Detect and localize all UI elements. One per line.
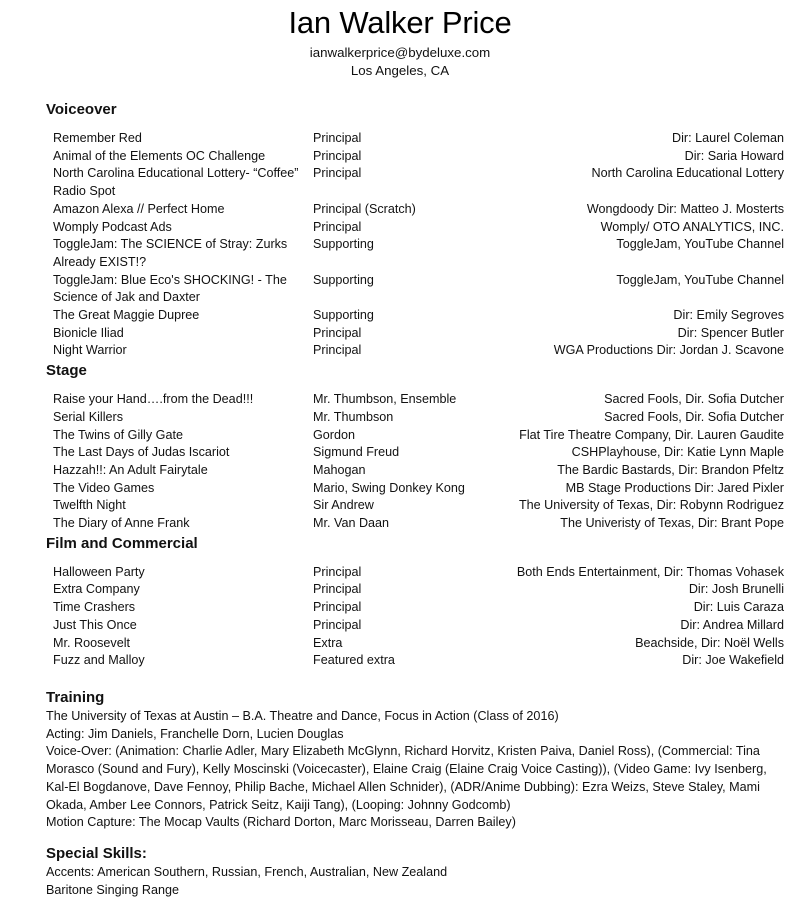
credit-role: Principal bbox=[313, 219, 362, 234]
credit-title: Hazzah!!: An Adult Fairytale bbox=[53, 462, 208, 477]
credit-row bbox=[53, 652, 784, 670]
credit-role: Principal bbox=[313, 343, 362, 358]
credit-role: Sigmund Freud bbox=[313, 445, 400, 460]
credits-stage bbox=[0, 391, 784, 533]
section-title-skills: Special Skills: bbox=[46, 844, 147, 862]
credit-title: Fuzz and Malloy bbox=[53, 653, 145, 668]
credit-title: Extra Company bbox=[53, 582, 140, 597]
credit-row bbox=[53, 272, 784, 307]
training-line: Voice-Over: (Animation: Charlie Adler, Mary Elizabeth McGlynn, Richard Horvitz, Kristen Paiva, Daniel Ross), (Commercial: Tina Morasco (Sound and Fury), Kelly Moscinski (Voicecaster), Elaine Craig (Elaine Craig Voice Casting)), (Video Game: Ivy Isenberg, Kal-El Bogdanove, Dave Fennoy, Philip Bache, Michael Allen Schnider), (ADR/Anime Dubbing): Ezra Weizs, Steve Staley, Mami Okada, Amber Lee Connors, Patrick Seitz, Kaiji Tang), (Looping: Johnny Godcomb) bbox=[46, 744, 767, 812]
section-title-voiceover: Voiceover bbox=[46, 101, 117, 118]
skill-line: Baritone Singing Range bbox=[46, 882, 180, 897]
credit-title: The Last Days of Judas Iscariot bbox=[53, 445, 230, 460]
credit-role: Mr. Van Daan bbox=[313, 516, 390, 531]
credit-role: Featured extra bbox=[313, 653, 395, 668]
credit-role: Principal bbox=[313, 325, 362, 340]
training-line: Acting: Jim Daniels, Franchelle Dorn, Lucien Douglas bbox=[46, 726, 344, 741]
credit-company: ToggleJam, YouTube Channel bbox=[616, 237, 784, 252]
credit-title: Womply Podcast Ads bbox=[53, 219, 172, 234]
credit-role: Principal bbox=[313, 166, 362, 181]
actor-name: Ian Walker Price bbox=[288, 5, 512, 40]
email-address: ianwalkerprice@bydeluxe.com bbox=[309, 45, 491, 60]
section-film bbox=[0, 534, 800, 670]
credit-company: ToggleJam, YouTube Channel bbox=[616, 272, 784, 287]
credit-row bbox=[53, 409, 784, 427]
credit-role: Mario, Swing Donkey Kong bbox=[313, 480, 465, 495]
credit-title: Bionicle Iliad bbox=[53, 325, 124, 340]
credit-title: The Twins of Gilly Gate bbox=[53, 427, 183, 442]
credit-role: Principal bbox=[313, 564, 362, 579]
credit-row bbox=[53, 497, 784, 515]
credit-role: Supporting bbox=[313, 237, 374, 252]
credit-row bbox=[53, 564, 784, 582]
section-skills bbox=[0, 844, 800, 899]
section-title-training: Training bbox=[46, 688, 105, 706]
credit-company: Womply/ OTO ANALYTICS, INC. bbox=[600, 219, 784, 234]
credit-company: The University of Texas, Dir: Robynn Rodriguez bbox=[518, 498, 784, 513]
credit-company: Dir: Spencer Butler bbox=[677, 325, 784, 340]
credit-row bbox=[53, 165, 784, 200]
credit-company: Dir: Luis Caraza bbox=[693, 600, 784, 615]
credit-role: Extra bbox=[313, 635, 343, 650]
credit-row bbox=[53, 325, 784, 343]
training-line: Motion Capture: The Mocap Vaults (Richard Dorton, Marc Morisseau, Darren Bailey) bbox=[46, 815, 516, 830]
credit-company: Flat Tire Theatre Company, Dir. Lauren Gaudite bbox=[519, 427, 784, 442]
credit-row bbox=[53, 130, 784, 148]
credit-role: Principal (Scratch) bbox=[313, 201, 416, 216]
credit-company: North Carolina Educational Lottery bbox=[591, 166, 784, 181]
credit-row bbox=[53, 201, 784, 219]
location: Los Angeles, CA bbox=[350, 63, 450, 78]
skill-line: Accents: American Southern, Russian, French, Australian, New Zealand bbox=[46, 864, 448, 879]
credit-company: Dir: Emily Segroves bbox=[673, 308, 784, 323]
credit-row bbox=[53, 427, 784, 445]
credit-company: Dir: Joe Wakefield bbox=[682, 653, 784, 668]
credit-role: Supporting bbox=[313, 272, 374, 287]
credit-company: Sacred Fools, Dir. Sofia Dutcher bbox=[604, 392, 784, 407]
credit-company: Dir: Andrea Millard bbox=[680, 617, 784, 632]
credit-title: Animal of the Elements OC Challenge bbox=[53, 148, 266, 163]
section-voiceover bbox=[0, 100, 800, 360]
credit-row bbox=[53, 462, 784, 480]
credit-role: Principal bbox=[313, 600, 362, 615]
credit-role: Supporting bbox=[313, 308, 374, 323]
credit-company: Beachside, Dir: Noël Wells bbox=[635, 635, 784, 650]
credit-role: Gordon bbox=[313, 427, 356, 442]
credit-title: Night Warrior bbox=[53, 343, 127, 358]
credit-company: Dir: Laurel Coleman bbox=[672, 131, 784, 145]
credit-title: The Video Games bbox=[53, 480, 155, 495]
credit-company: CSHPlayhouse, Dir: Katie Lynn Maple bbox=[571, 445, 784, 460]
credit-title: Twelfth Night bbox=[53, 498, 126, 513]
resume-header bbox=[0, 0, 800, 80]
credit-title: Serial Killers bbox=[53, 409, 123, 424]
credit-role: Mr. Thumbson, Ensemble bbox=[313, 392, 457, 407]
credit-row bbox=[53, 148, 784, 166]
credit-title: North Carolina Educational Lottery- “Coffee” Radio Spot bbox=[53, 166, 299, 199]
credit-row bbox=[53, 515, 784, 533]
credit-row bbox=[53, 635, 784, 653]
credit-title: ToggleJam: Blue Eco's SHOCKING! - The Science of Jak and Daxter bbox=[53, 272, 287, 305]
credit-company: Dir: Saria Howard bbox=[684, 148, 784, 163]
credit-title: Raise your Hand….from the Dead!!! bbox=[53, 392, 254, 407]
training-line: The University of Texas at Austin – B.A. Theatre and Dance, Focus in Action (Class of 2016) bbox=[46, 708, 559, 723]
credit-title: The Great Maggie Dupree bbox=[53, 308, 200, 323]
credit-role: Mr. Thumbson bbox=[313, 409, 394, 424]
credit-row bbox=[53, 581, 784, 599]
credit-title: Remember Red bbox=[53, 131, 142, 145]
credit-company: Sacred Fools, Dir. Sofia Dutcher bbox=[604, 409, 784, 424]
credit-role: Mahogan bbox=[313, 462, 366, 477]
credit-company: WGA Productions Dir: Jordan J. Scavone bbox=[553, 343, 784, 358]
section-title-film: Film and Commercial bbox=[46, 534, 198, 552]
credit-title: ToggleJam: The SCIENCE of Stray: Zurks Already EXIST!? bbox=[53, 237, 288, 269]
credit-row bbox=[53, 236, 784, 271]
credit-role: Principal bbox=[313, 131, 362, 145]
credit-company: The Univeristy of Texas, Dir: Brant Pope bbox=[560, 516, 784, 531]
credit-role: Sir Andrew bbox=[313, 498, 374, 513]
section-title-stage: Stage bbox=[46, 362, 87, 380]
credit-role: Principal bbox=[313, 148, 362, 163]
credit-role: Principal bbox=[313, 617, 362, 632]
credit-row bbox=[53, 480, 784, 498]
credit-company: Dir: Josh Brunelli bbox=[688, 582, 784, 597]
credit-company: Both Ends Entertainment, Dir: Thomas Vohasek bbox=[516, 564, 784, 579]
credit-row bbox=[53, 391, 784, 409]
credit-company: MB Stage Productions Dir: Jared Pixler bbox=[565, 480, 784, 495]
credit-title: Halloween Party bbox=[53, 564, 145, 579]
credit-title: Just This Once bbox=[53, 617, 137, 632]
credit-company: The Bardic Bastards, Dir: Brandon Pfeltz bbox=[557, 462, 784, 477]
credit-title: Mr. Roosevelt bbox=[53, 635, 130, 650]
credits-voiceover bbox=[0, 130, 784, 360]
credit-title: The Diary of Anne Frank bbox=[53, 516, 190, 531]
section-stage bbox=[0, 361, 800, 533]
credits-film bbox=[0, 564, 784, 670]
credit-row bbox=[53, 599, 784, 617]
credit-row bbox=[53, 219, 784, 237]
credit-title: Amazon Alexa // Perfect Home bbox=[53, 201, 225, 216]
credit-row bbox=[53, 444, 784, 462]
credit-row bbox=[53, 342, 784, 360]
credit-company: Wongdoody Dir: Matteo J. Mosterts bbox=[586, 201, 784, 216]
section-training bbox=[0, 688, 800, 832]
credit-row bbox=[53, 617, 784, 635]
credit-row bbox=[53, 307, 784, 325]
credit-role: Principal bbox=[313, 582, 362, 597]
credit-title: Time Crashers bbox=[53, 600, 136, 615]
